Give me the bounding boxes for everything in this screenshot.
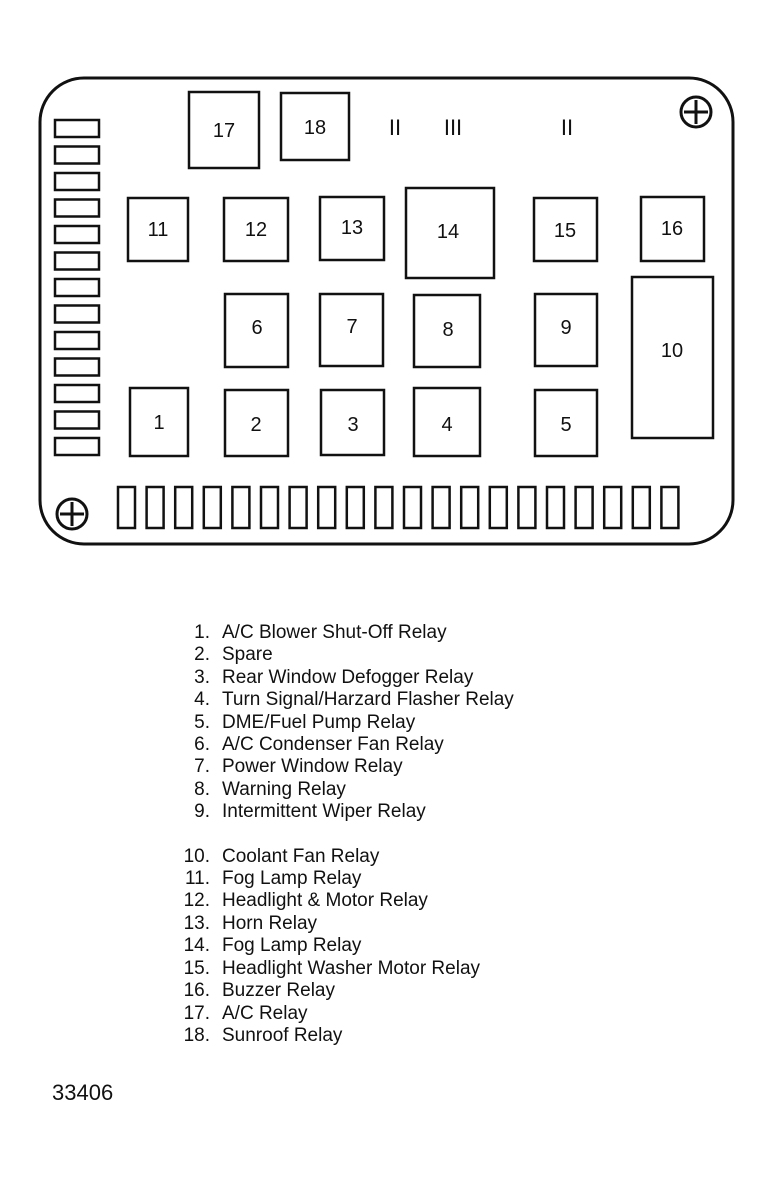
- relay-panel-diagram: [0, 0, 773, 560]
- fuse-slot: [604, 487, 621, 528]
- relay-label: 10: [660, 340, 684, 362]
- legend-item: [176, 913, 514, 935]
- fuse-slot: [661, 487, 678, 528]
- legend-item-text: A/C Blower Shut-Off Relay: [222, 622, 447, 643]
- fuse-slot: [375, 487, 392, 528]
- fuse-slot: [55, 385, 99, 402]
- plus-circle-icon: [681, 97, 711, 127]
- relay-label: 16: [660, 218, 684, 240]
- relay-17: [189, 92, 259, 168]
- fuse-slot: [318, 487, 335, 528]
- fuse-slot: [290, 487, 307, 528]
- fuse-slot: [175, 487, 192, 528]
- relay-6: [225, 294, 288, 367]
- relay-label: 14: [436, 221, 460, 243]
- relay-label: 13: [340, 217, 364, 239]
- legend-item: [176, 846, 514, 868]
- legend-item: [176, 1025, 514, 1047]
- legend-item: [176, 622, 514, 644]
- legend-item-text: Warning Relay: [222, 778, 346, 800]
- relay-label: 11: [147, 219, 169, 241]
- top-mark: III: [443, 115, 463, 140]
- legend-item-text: A/C Relay: [222, 1002, 308, 1024]
- relay-18: [281, 93, 349, 160]
- relay-label: 9: [560, 317, 572, 339]
- legend-item-text: Buzzer Relay: [222, 980, 335, 1002]
- legend-item-text: Headlight Washer Motor Relay: [222, 957, 481, 979]
- legend-item: [176, 667, 514, 689]
- legend-item-text: Sunroof Relay: [222, 1024, 343, 1046]
- legend-group-1: [176, 622, 514, 824]
- relay-panel-outline: [40, 78, 733, 544]
- legend-item: [176, 712, 514, 734]
- fuse-slot: [55, 438, 99, 455]
- legend-item-text: Horn Relay: [222, 912, 318, 934]
- legend-item-number: 18.: [183, 1024, 210, 1046]
- relay-4: [414, 388, 480, 456]
- legend-item-text: Power Window Relay: [222, 756, 403, 778]
- relay-8: [414, 295, 480, 367]
- relay-10: [632, 277, 713, 438]
- legend-item-number: 10.: [183, 845, 210, 867]
- fuse-slot: [55, 279, 99, 296]
- legend-item-text: Coolant Fan Relay: [222, 845, 380, 867]
- legend-item-text: DME/Fuel Pump Relay: [222, 711, 416, 733]
- legend-item-number: 12.: [183, 890, 210, 912]
- legend-item-number: 7.: [194, 756, 210, 778]
- legend-item-number: 14.: [183, 935, 210, 957]
- fuse-slot: [55, 253, 99, 270]
- fuse-slot: [55, 306, 99, 323]
- legend-item-number: 13.: [183, 912, 210, 934]
- legend-item: [176, 958, 514, 980]
- legend-item-number: 9.: [194, 801, 210, 823]
- fuse-slot: [55, 120, 99, 137]
- legend-item-number: 4.: [194, 689, 210, 711]
- relay-7: [320, 294, 383, 366]
- relay-label: 6: [251, 317, 263, 339]
- fuse-slot: [461, 487, 478, 528]
- fuse-slot: [55, 147, 99, 164]
- relay-label: 1: [153, 412, 165, 434]
- legend-item: [176, 868, 514, 890]
- fuse-slot: [547, 487, 564, 528]
- legend-item: [176, 801, 514, 823]
- fuse-slot: [576, 487, 593, 528]
- relay-label: 17: [212, 120, 236, 142]
- relay-16: [641, 197, 704, 261]
- legend-item-number: 11.: [184, 868, 210, 890]
- relay-1: [130, 388, 188, 456]
- legend-item-number: 16.: [183, 980, 210, 1002]
- legend-item-number: 15.: [183, 957, 210, 979]
- legend-item: [176, 734, 514, 756]
- relay-label: 12: [244, 219, 268, 241]
- fuse-slot: [633, 487, 650, 528]
- fuse-slot: [55, 412, 99, 429]
- legend-item: [176, 935, 514, 957]
- legend-item-text: Intermittent Wiper Relay: [222, 801, 426, 823]
- legend-group-2: [176, 846, 514, 1048]
- fuse-slot: [404, 487, 421, 528]
- left-fuse-column: [55, 120, 99, 455]
- fuse-slot: [55, 359, 99, 376]
- fuse-slot: [55, 173, 99, 190]
- relay-label: 2: [250, 414, 262, 436]
- legend-item-number: 1.: [194, 622, 210, 643]
- legend-item-number: 5.: [194, 711, 210, 733]
- relay-label: 18: [303, 117, 327, 139]
- fuse-slot: [433, 487, 450, 528]
- relay-label: 5: [560, 414, 572, 436]
- legend-item-text: Fog Lamp Relay: [222, 868, 362, 890]
- legend-item: [176, 756, 514, 778]
- legend-item: [176, 980, 514, 1002]
- fuse-slot: [490, 487, 507, 528]
- legend-item: [176, 1003, 514, 1025]
- fuse-slot: [261, 487, 278, 528]
- fuse-slot: [518, 487, 535, 528]
- legend-item-text: Spare: [222, 644, 273, 666]
- legend-item-text: Rear Window Defogger Relay: [222, 666, 474, 688]
- relay-5: [535, 390, 597, 456]
- legend-item-number: 17.: [183, 1002, 210, 1024]
- relay-label: 15: [553, 220, 577, 242]
- fuse-slot: [147, 487, 164, 528]
- relay-label: 7: [346, 316, 358, 338]
- relay-15: [534, 198, 597, 261]
- relay-label: 3: [347, 414, 359, 436]
- fuse-slot: [55, 226, 99, 243]
- legend-item-text: Headlight & Motor Relay: [222, 890, 428, 912]
- fuse-slot: [232, 487, 249, 528]
- legend-item-number: 2.: [194, 644, 210, 666]
- legend-item-number: 8.: [194, 778, 210, 800]
- legend-item-text: Fog Lamp Relay: [222, 935, 362, 957]
- legend-item-text: A/C Condenser Fan Relay: [222, 734, 444, 756]
- top-mark: II: [388, 115, 402, 140]
- fuse-slot: [347, 487, 364, 528]
- fuse-slot: [118, 487, 135, 528]
- legend-item-text: Turn Signal/Harzard Flasher Relay: [222, 689, 514, 711]
- relay-label: 4: [441, 414, 453, 436]
- top-mark: II: [560, 115, 574, 140]
- legend-item: [176, 689, 514, 711]
- figure-number: 33406: [52, 1080, 114, 1105]
- legend-item: [176, 644, 514, 666]
- relay-13: [320, 197, 384, 260]
- plus-circle-icon: [57, 499, 87, 529]
- bottom-fuse-row: [118, 487, 678, 528]
- relay-2: [225, 390, 288, 456]
- legend-item-number: 3.: [194, 666, 210, 688]
- fuse-slot: [204, 487, 221, 528]
- relay-3: [321, 390, 384, 455]
- fuse-slot: [55, 200, 99, 217]
- relay-12: [224, 198, 288, 261]
- relay-11: [128, 198, 188, 261]
- relay-14: [406, 188, 494, 278]
- legend-item: [176, 890, 514, 912]
- relay-label: 8: [442, 319, 454, 341]
- legend-item: [176, 779, 514, 801]
- relay-legend: [176, 622, 514, 1047]
- relay-9: [535, 294, 597, 366]
- fuse-slot: [55, 332, 99, 349]
- legend-item-number: 6.: [194, 734, 210, 756]
